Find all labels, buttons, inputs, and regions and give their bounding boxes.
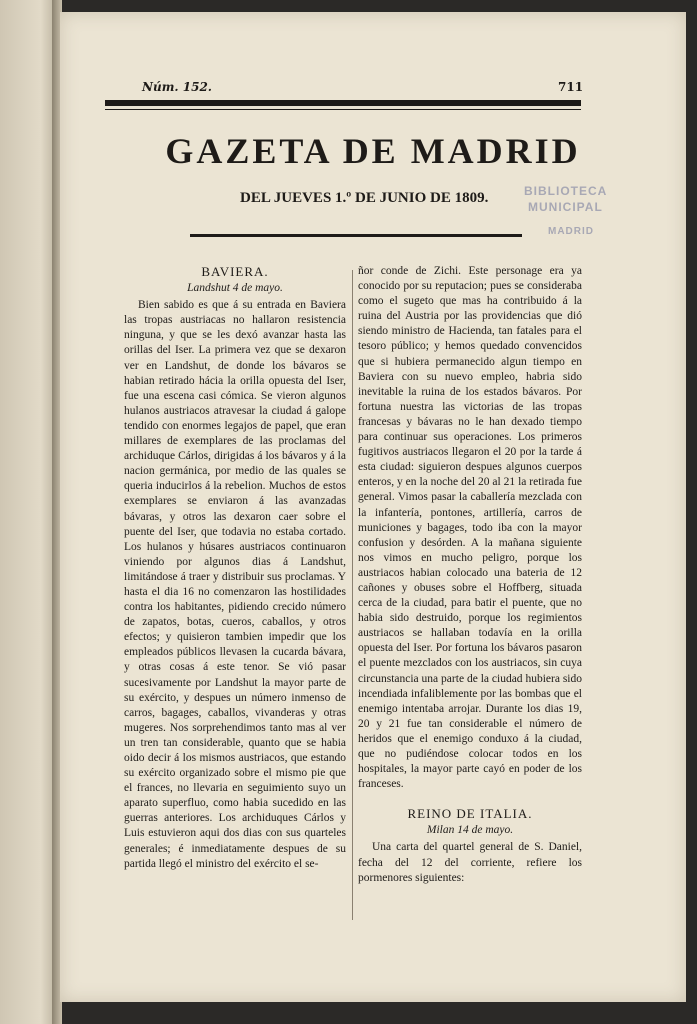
left-page-edge — [0, 0, 58, 1024]
stamp-line-2: MUNICIPAL — [528, 200, 603, 214]
right-column — [358, 264, 582, 886]
issue-date: DEL JUEVES 1.º DE JUNIO DE 1809. — [240, 190, 489, 206]
header-rule-thin — [105, 109, 581, 110]
stamp-line-1: BIBLIOTECA — [524, 184, 608, 198]
article-body-italia: Una carta del quartel general de S. Daniel, fecha del 12 del corriente, refiere los pormenores siguientes: — [358, 841, 582, 884]
dateline-milan: Milan 14 de mayo. — [426, 824, 514, 837]
library-stamp — [504, 182, 644, 252]
newspaper-title: GAZETA DE MADRID — [165, 131, 581, 171]
left-column — [124, 264, 346, 872]
title-rule — [190, 234, 522, 237]
article-body: Bien sabido es que á su entrada en Baviera las tropas austriacas no hallaron resistencia ninguna, y que se les dexó avanzar hasta las orillas del Iser. La primera vez que se dexaron ver en Landshut, de donde los bávaros se habian retirado hácia la orilla opuesta del Iser, fue una escena casi cómica. Se vieron algunos hulanos austriacos atravesar la ciudad á galope tendido con enormes legajos de papel, que eran millares de exemplares de las proclamas del archiduque Cárlos, dirigidas á los bávaros y á la nacion germánica, por medio de las quales se queria inducirlos á la rebelion. Muchos de estos exemplares se enviaron á las avanzadas bávaras, y otros las dexaron caer sobre el puente del Iser, que todavia no estaba cortado. Los hulanos y húsares austriacos continuaron viniendo por algunos dias á Landshut, limitándose á traer y distribuir sus proclamas. Y hasta el dia 16 no comenzaron las hostilidades contra los habitantes, pidiendo crecido número de zapatos, botas, cueros, caballos, y otros efectos; y quisieron tambien impedir que los empleados públicos llevasen la cucarda bávara, y otras cosas á este tenor. Se vió pasar sucesivamente por Landshut la mayor parte de su exército, y despues un número inmenso de carros, bagages, caballos, vivanderas y otras mugeres. Nos sorprehendimos tanto mas al ver un tren tan considerable, quanto que se habia oido decir á los mismos austriacos, que estando su exército organizado sobre el mismo pie que el frances, no llevaria en seguimiento suyo un aparato superfluo, como habia sucedido en las guerras anteriores. Los archiduques Cárlos y Luis estuvieron aqui dos dias con sus quarteles generales; é inmediatamente despues de su partida llegó el ministro del exército el se- — [124, 299, 346, 870]
article-body-continued: ñor conde de Zichi. Este personage era ya conocido por su reputacion; pues se consideraba como el sugeto que mas ha contribuido á la ruina del Austria por las providencias que dió siendo ministro de Hacienda, tan fatales para el tesoro público; y hemos quedado convencidos que si hubiera permanecido algun tiempo en Baviera con su nuevo empleo, habria sido inevitable la ruina de los estados bávaros. Por fortuna nuestra las victorias de las tropas francesas y bávaras no le han dexado tiempo para continuar sus operaciones. Los primeros fugitivos austriacos llegaron el 20 por la tarde á esta ciudad: siguieron despues algunos cuerpos enteros, y en la noche del 20 al 21 la retirada fue general. Vimos pasar la caballería mezclada con la infantería, pontones, artillería, carros de municiones y bagages, todo iba con la mayor confusion y desórden. A la mañana siguiente nos vimos en mucho peligro, porque los austriacos habian colocado una bateria de 12 cañones y obuses sobre el Hoffberg, situada cerca de la ciudad, para batir el puente, que no habia sido destruido, porque los regimientos austriacos se hallaban todavía en la orilla opuesta del Iser. Por fortuna los bávaros pasaron el puente mezclados con los austriacos, sin cuya circunstancia una parte de la ciudad hubiera sido incendiada infaliblemente por las bombas que el enemigo intentaba arrojar. Durante los dias 19, 20 y 21 fue tan considerable el número de heridos que el enemigo conduxo á la ciudad, que no pudiéndose colocar todos en los hospitales, la mayor parte cayó en poder de los franceses. — [358, 265, 582, 791]
section-heading-italia: REINO DE ITALIA. — [407, 806, 533, 822]
page-number: 711 — [558, 80, 584, 94]
dateline-landshut: Landshut 4 de mayo. — [187, 282, 283, 295]
stamp-line-3: MADRID — [548, 226, 594, 237]
newspaper-page — [60, 12, 686, 1002]
issue-number: Núm. 152. — [142, 80, 212, 94]
column-divider — [352, 270, 353, 920]
header-rule-thick — [105, 100, 581, 106]
section-heading-baviera: BAVIERA. — [201, 264, 269, 279]
